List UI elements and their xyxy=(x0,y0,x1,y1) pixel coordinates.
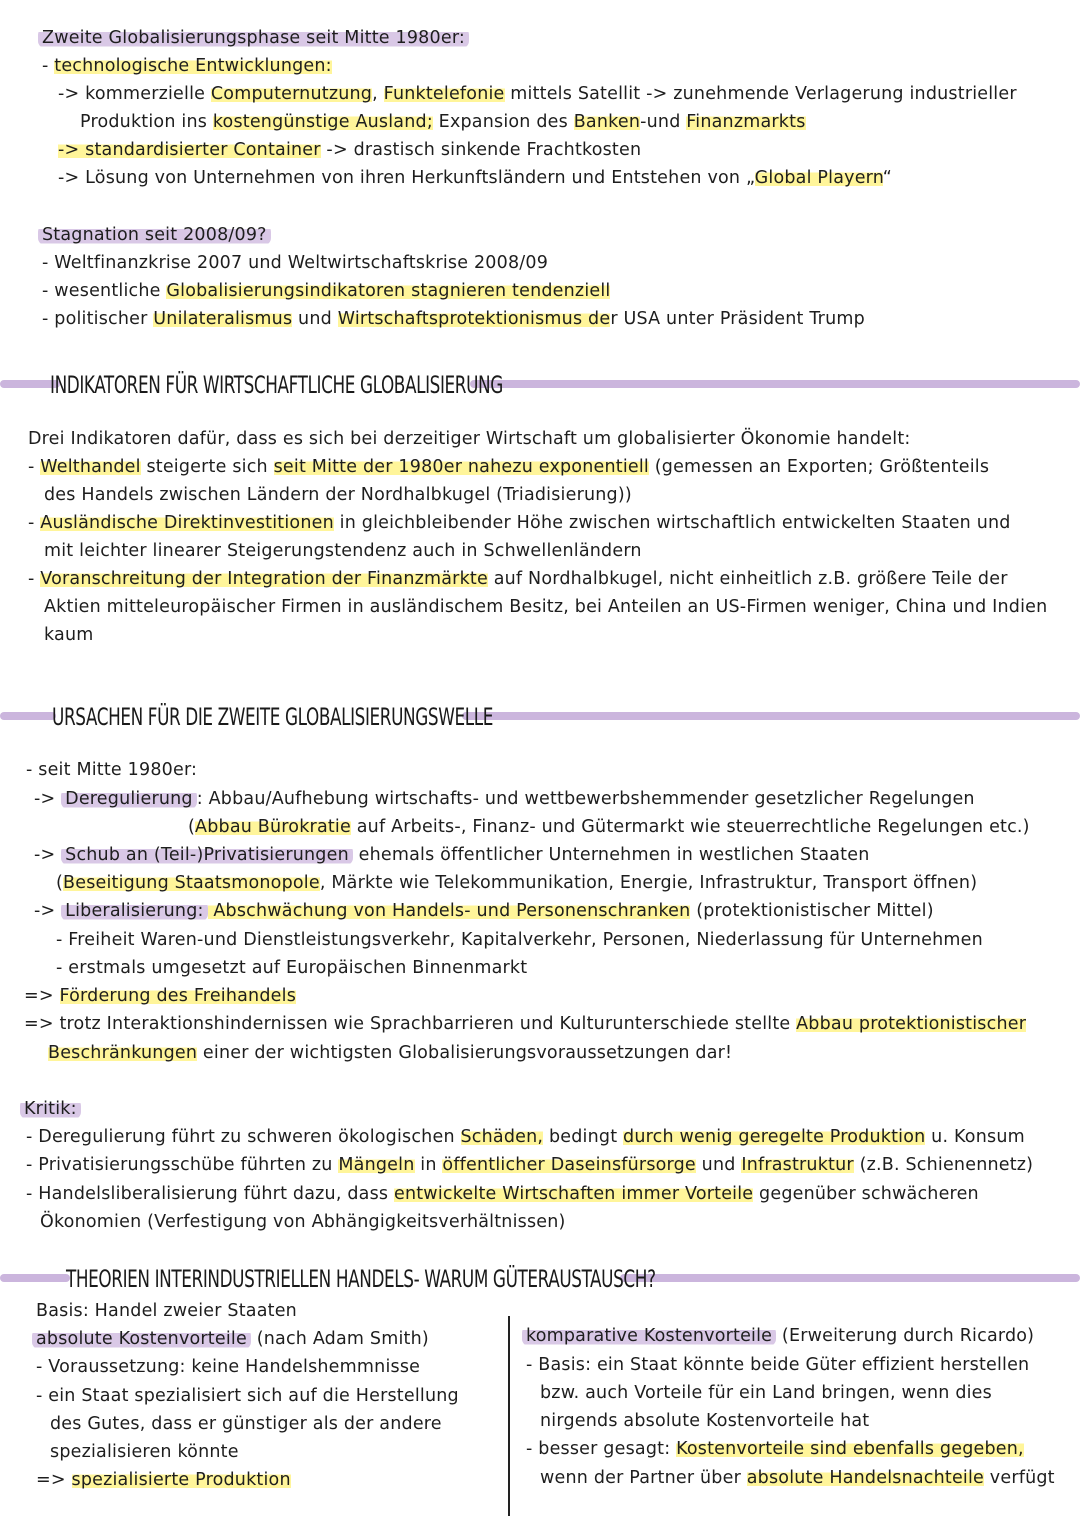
title-bar-right xyxy=(470,380,1080,388)
column-divider xyxy=(508,1316,510,1516)
section-heading-stagnation: Stagnation seit 2008/09? xyxy=(38,222,271,248)
text-line: mit leichter linearer Steigerungstendenz auch in Schwellenländern xyxy=(44,541,642,561)
text-line: kaum xyxy=(44,625,94,645)
section-title-theorien: THEORIEN INTERINDUSTRIELLEN HANDELS- WARUM GÜTERAUSTAUSCH? xyxy=(66,1265,656,1293)
text-line: - Voranschreitung der Integration der Finanzmärkte auf Nordhalbkugel, nicht einheitlich z.B. größere Teile der xyxy=(28,569,1008,589)
text-line: - besser gesagt: Kostenvorteile sind ebenfalls gegeben, xyxy=(526,1439,1024,1459)
title-bar-right xyxy=(620,1274,1080,1282)
text-line: -> kommerzielle Computernutzung, Funktelefonie mittels Satellit -> zunehmende Verlagerung industrieller xyxy=(58,84,1017,104)
text-line: - Privatisierungsschübe führten zu Mängeln in öffentlicher Daseinsfürsorge und Infrastruktur (z.B. Schienennetz) xyxy=(26,1155,1034,1175)
title-bar-right xyxy=(462,712,1080,720)
text-line: -> Schub an (Teil-)Privatisierungen ehemals öffentlicher Unternehmen in westlichen Staaten xyxy=(34,845,870,865)
text-line: absolute Kostenvorteile (nach Adam Smith) xyxy=(32,1326,429,1352)
text-line: - Welthandel steigerte sich seit Mitte der 1980er nahezu exponentiell (gemessen an Exporten; Größtenteils xyxy=(28,457,990,477)
text-line: (Beseitigung Staatsmonopole, Märkte wie Telekommunikation, Energie, Infrastruktur, Transport öffnen) xyxy=(56,873,978,893)
text-line: -> Lösung von Unternehmen von ihren Herkunftsländern und Entstehen von „Global Playern“ xyxy=(58,168,893,188)
text-line: - politischer Unilateralismus und Wirtschaftsprotektionismus der USA unter Präsident Trump xyxy=(42,309,865,329)
section-heading-zweite-phase: Zweite Globalisierungsphase seit Mitte 1980er: xyxy=(38,25,469,51)
text-line: wenn der Partner über absolute Handelsnachteile verfügt xyxy=(540,1468,1055,1488)
text-line: Aktien mitteleuropäischer Firmen in ausländischem Besitz, bei Anteilen an US-Firmen weniger, China und Indien xyxy=(44,597,1048,617)
text-line: Ökonomien (Verfestigung von Abhängigkeitsverhältnissen) xyxy=(40,1212,566,1232)
text-line: komparative Kostenvorteile (Erweiterung durch Ricardo) xyxy=(522,1323,1034,1349)
text-line: - technologische Entwicklungen: xyxy=(42,56,332,76)
text-line: - ein Staat spezialisiert sich auf die Herstellung xyxy=(36,1386,459,1406)
text-line: - Voraussetzung: keine Handelshemmnisse xyxy=(36,1357,421,1377)
text-line: Basis: Handel zweier Staaten xyxy=(36,1301,297,1321)
text-line: Drei Indikatoren dafür, dass es sich bei derzeitiger Wirtschaft um globalisierter Ökonomie handelt: xyxy=(28,429,911,449)
text-line: - wesentliche Globalisierungsindikatoren stagnieren tendenziell xyxy=(42,281,611,301)
text-line: (Abbau Bürokratie auf Arbeits-, Finanz- und Gütermarkt wie steuerrechtliche Regelungen etc.) xyxy=(188,817,1030,837)
title-bar-left xyxy=(0,712,56,720)
text-line: Beschränkungen einer der wichtigsten Globalisierungsvoraussetzungen dar! xyxy=(48,1043,733,1063)
text-line: => trotz Interaktionshindernissen wie Sprachbarrieren und Kulturunterschiede stellte Abbau protektionistischer xyxy=(24,1014,1027,1034)
text-line: - Handelsliberalisierung führt dazu, dass entwickelte Wirtschaften immer Vorteile gegenüber schwächeren xyxy=(26,1184,979,1204)
text-line: - Deregulierung führt zu schweren ökologischen Schäden, bedingt durch wenig geregelte Produktion u. Konsum xyxy=(26,1127,1025,1147)
text-line: - Ausländische Direktinvestitionen in gleichbleibender Höhe zwischen wirtschaftlich entwickelten Staaten und xyxy=(28,513,1011,533)
section-heading-kritik: Kritik: xyxy=(20,1096,81,1122)
section-title-ursachen: URSACHEN FÜR DIE ZWEITE GLOBALISIERUNGSWELLE xyxy=(52,703,493,731)
title-bar-left xyxy=(0,1274,70,1282)
text-line: - Weltfinanzkrise 2007 und Weltwirtschaftskrise 2008/09 xyxy=(42,253,549,273)
text-line: - erstmals umgesetzt auf Europäischen Binnenmarkt xyxy=(56,958,528,978)
text-line: - seit Mitte 1980er: xyxy=(26,760,198,780)
text-line: => spezialisierte Produktion xyxy=(36,1470,291,1490)
section-title-indikatoren: INDIKATOREN FÜR WIRTSCHAFTLICHE GLOBALISIERUNG xyxy=(50,371,503,399)
text-line: => Förderung des Freihandels xyxy=(24,986,297,1006)
text-line: bzw. auch Vorteile für ein Land bringen, wenn dies xyxy=(540,1383,992,1403)
text-line: spezialisieren könnte xyxy=(50,1442,239,1462)
text-line: des Handels zwischen Ländern der Nordhalbkugel (Triadisierung)) xyxy=(44,485,632,505)
text-line: -> Liberalisierung: Abschwächung von Handels- und Personenschranken (protektionistischer Mittel) xyxy=(34,901,934,921)
text-line: - Freiheit Waren-und Dienstleistungsverkehr, Kapitalverkehr, Personen, Niederlassung für Unternehmen xyxy=(56,930,983,950)
text-line: -> standardisierter Container -> drastisch sinkende Frachtkosten xyxy=(58,140,642,160)
text-line: -> Deregulierung : Abbau/Aufhebung wirtschafts- und wettbewerbshemmender gesetzlicher Regelungen xyxy=(34,789,975,809)
text-line: nirgends absolute Kostenvorteile hat xyxy=(540,1411,870,1431)
text-line: - Basis: ein Staat könnte beide Güter effizient herstellen xyxy=(526,1355,1030,1375)
text-line: Produktion ins kostengünstige Ausland; Expansion des Banken-und Finanzmarkts xyxy=(80,112,806,132)
text-line: des Gutes, dass er günstiger als der andere xyxy=(50,1414,442,1434)
